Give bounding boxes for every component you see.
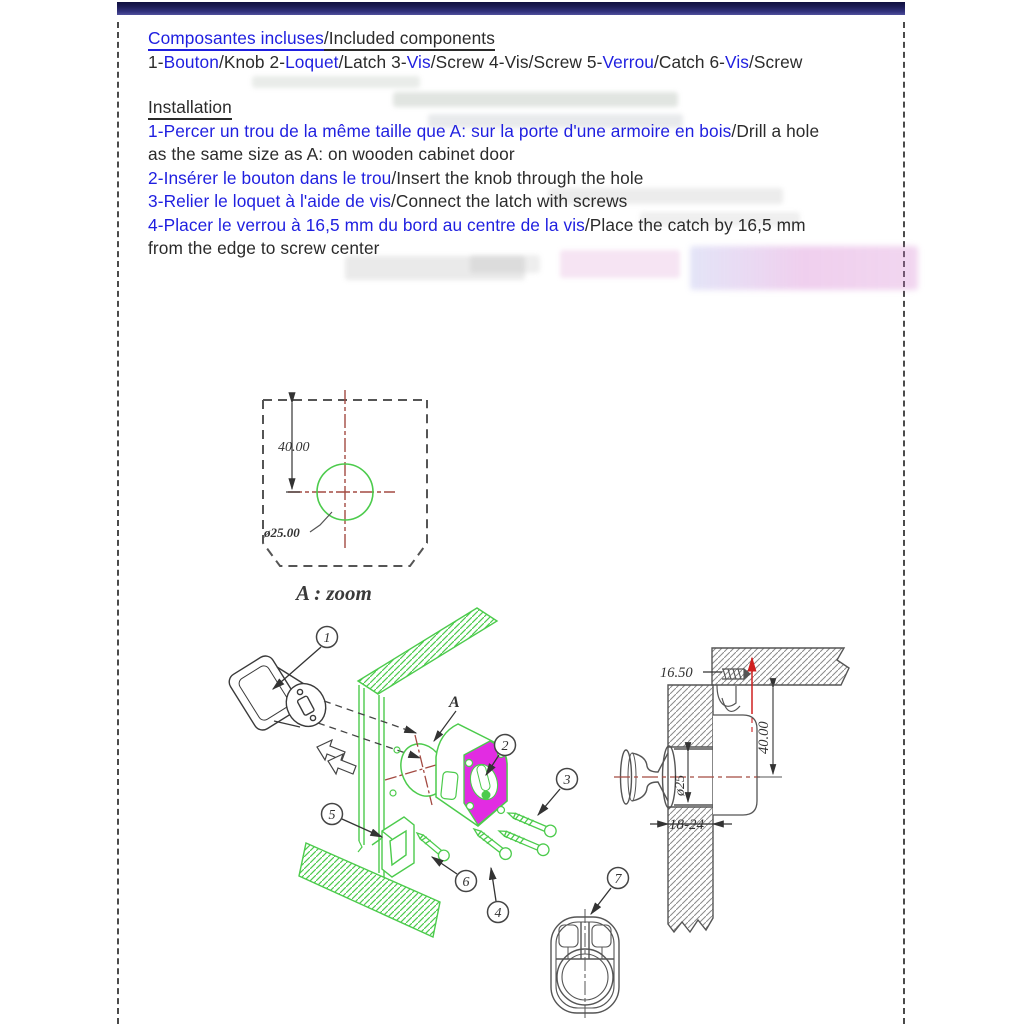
balloon-2: 2 [501, 739, 509, 754]
page-border-left [117, 22, 119, 1024]
balloon-7: 7 [614, 872, 622, 887]
page-top-band [117, 2, 905, 15]
installation-step-4-cont: from the edge to screw center [148, 238, 380, 258]
knob-part-drawing [226, 653, 333, 734]
installation-step-4: 4-Placer le verrou à 16,5 mm du bord au centre de la vis/Place the catch by 16,5 mm [148, 214, 806, 235]
hole-template-detail-drawing [250, 385, 610, 625]
balloon-5: 5 [328, 808, 336, 823]
instructions-text [148, 27, 888, 261]
title-french: Composantes incluses [148, 28, 324, 51]
cabinet-door-section [668, 685, 713, 932]
catch-part-drawing [372, 817, 414, 877]
exploded-assembly-diagram [220, 605, 640, 1024]
screw-part-4 [470, 824, 513, 861]
knob-front-view [551, 909, 619, 1018]
side-view-dimension-drawing [610, 640, 910, 940]
included-components-title [148, 27, 888, 51]
installation-step-2: 2-Insérer le bouton dans le trou/Insert the knob through the hole [148, 167, 644, 188]
shelf-board-green [299, 843, 440, 937]
assembly-direction-dashed [324, 701, 416, 733]
dim-16-50-label: 16.50 [660, 665, 693, 681]
dim-d25-label: ø25 [673, 775, 688, 796]
dim-d25-label: ø25.00 [264, 525, 300, 540]
components-list-line: 1-Bouton/Knob 2-Loquet/Latch 3-Vis/Screw 4-Vis/Screw 5-Verrou/Catch 6-Vis/Screw [148, 51, 803, 72]
latch-behind-door [713, 715, 757, 815]
title-english: /Included components [324, 28, 495, 51]
leader-line [310, 512, 332, 532]
balloon-1: 1 [323, 631, 331, 646]
balloon-3: 3 [563, 773, 571, 788]
balloon-6: 6 [462, 875, 470, 890]
hole-a-label: A [449, 694, 460, 711]
dim-40-label: 40.00 [278, 440, 310, 455]
double-arrow-symbol [317, 740, 356, 774]
installation-step-3: 3-Relier le loquet à l'aide de vis/Connect the latch with screws [148, 191, 628, 211]
dim-40-label: 40.00 [756, 721, 772, 754]
installation-step-1: 1-Percer un trou de la même taille que A: sur la porte d'une armoire en bois/Drill a hole [148, 120, 820, 141]
installation-step-1-cont: as the same size as A: on wooden cabinet door [148, 144, 515, 164]
installation-heading: Installation [148, 96, 888, 120]
detail-caption: A : zoom [296, 581, 372, 605]
balloon-4: 4 [494, 906, 502, 921]
dim-18-24-label: 18-24 [669, 817, 704, 833]
